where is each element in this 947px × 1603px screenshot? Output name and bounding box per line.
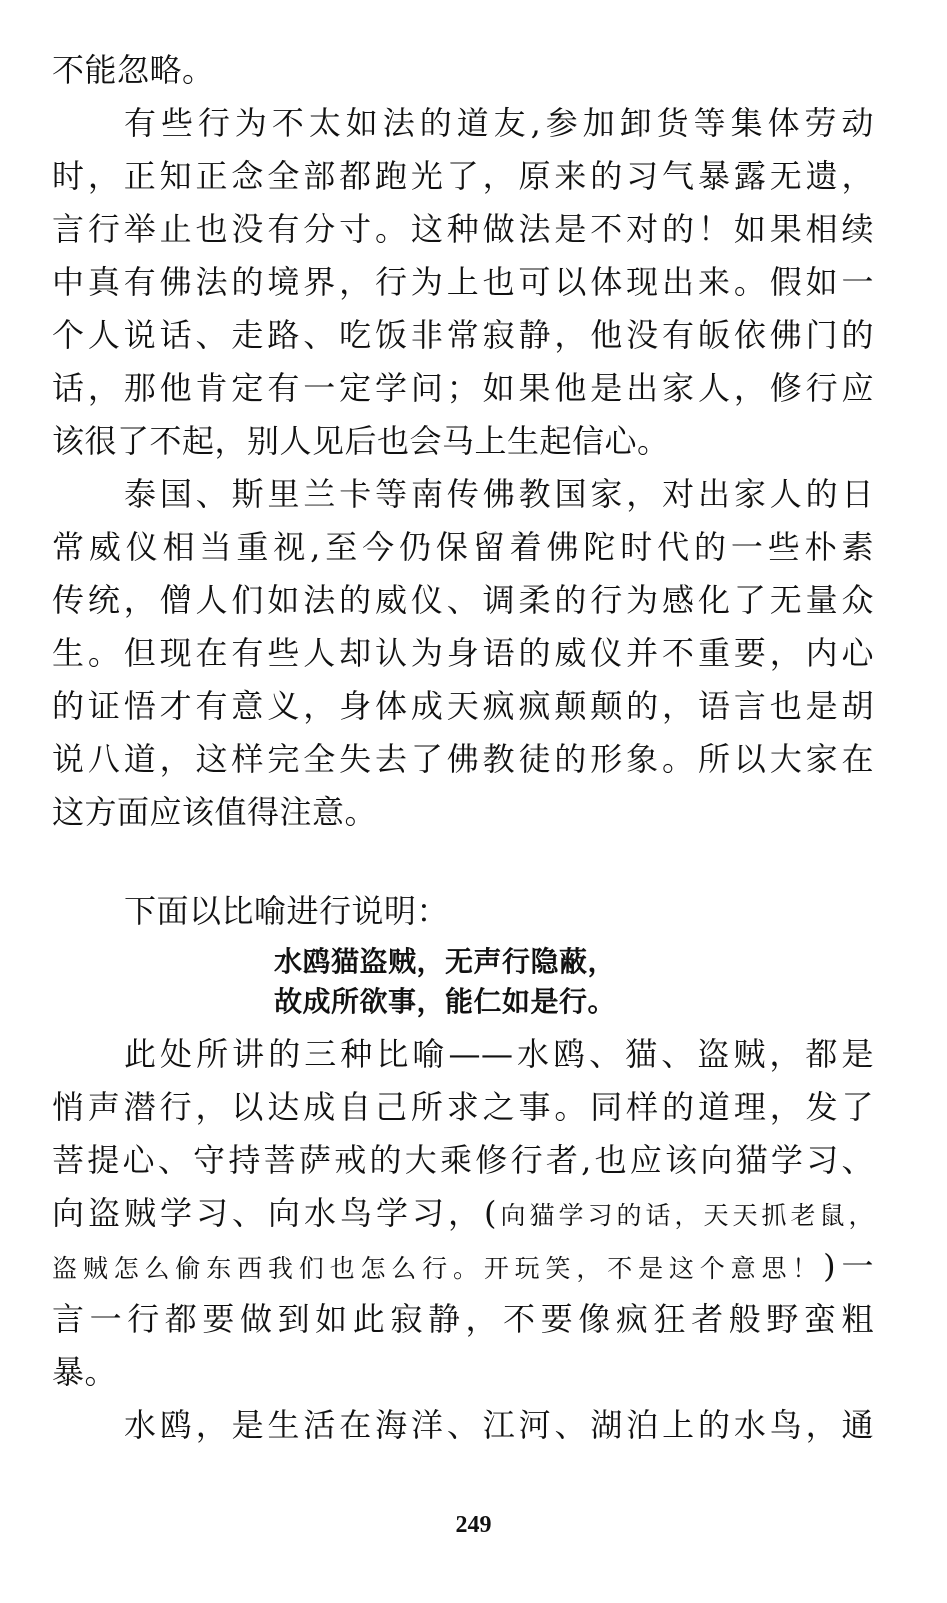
text-line: 悄声潜行，以达成自己所求之事。同样的道理，发了	[52, 1088, 874, 1126]
verse	[52, 942, 874, 1022]
text-line: 常威仪相当重视,至今仍保留着佛陀时代的一些朴素	[52, 528, 874, 566]
paragraph	[52, 1028, 874, 1399]
text-line: 水鸥，是生活在海洋、江河、湖泊上的水鸟，通	[124, 1406, 874, 1444]
text-line: 这方面应该值得注意。	[52, 793, 378, 831]
text-line: 说八道，这样完全失去了佛教徒的形象。所以大家在	[52, 740, 874, 778]
verse-line: 故成所欲事，能仁如是行。	[274, 985, 617, 1018]
text-line: 该很了不起，别人见后也会马上生起信心。	[52, 422, 670, 460]
text-span: )一	[823, 1247, 874, 1285]
paragraph	[52, 1399, 874, 1452]
annotation-span: 向猫学习的话，天天抓老鼠，	[496, 1201, 874, 1230]
paragraph	[52, 468, 874, 839]
text-line: 言行举止也没有分寸。这种做法是不对的！如果相续	[52, 210, 874, 248]
verse-line: 水鸥猫盗贼，无声行隐蔽，	[274, 945, 617, 978]
text-span: 向盗贼学习、向水鸟学习，(	[52, 1194, 497, 1232]
text-line: 菩提心、守持菩萨戒的大乘修行者,也应该向猫学习、	[52, 1141, 874, 1179]
text-line: 言一行都要做到如此寂静，不要像疯狂者般野蛮粗	[52, 1300, 874, 1338]
text-line: 个人说话、走路、吃饭非常寂静，他没有皈依佛门的	[52, 316, 874, 354]
text-line: 有些行为不太如法的道友,参加卸货等集体劳动	[124, 104, 874, 142]
text-line-mixed	[52, 1187, 874, 1240]
text-line: 传统，僧人们如法的威仪、调柔的行为感化了无量众	[52, 581, 874, 619]
text-line: 泰国、斯里兰卡等南传佛教国家，对出家人的日	[124, 475, 874, 513]
annotation-span: 盗贼怎么偷东西我们也怎么行。开玩笑，不是这个意思！	[52, 1254, 824, 1283]
document-body	[52, 44, 874, 1452]
text-line: 生。但现在有些人却认为身语的威仪并不重要，内心	[52, 634, 874, 672]
page-number: 249	[455, 1512, 492, 1538]
text-line-mixed	[52, 1240, 874, 1293]
intro-line: 下面以比喻进行说明：	[124, 892, 450, 930]
spacer	[52, 839, 874, 885]
text-line: 暴。	[52, 1353, 118, 1391]
text-line: 话，那他肯定有一定学问；如果他是出家人，修行应	[52, 369, 874, 407]
text-line: 的证悟才有意义，身体成天疯疯颠颠的，语言也是胡	[52, 687, 874, 725]
text-line: 不能忽略。	[52, 51, 215, 89]
text-line: 此处所讲的三种比喻——水鸥、猫、盗贼，都是	[124, 1035, 874, 1073]
paragraph	[52, 97, 874, 468]
text-line: 中真有佛法的境界，行为上也可以体现出来。假如一	[52, 263, 874, 301]
text-line: 时，正知正念全部都跑光了，原来的习气暴露无遗，	[52, 157, 874, 195]
